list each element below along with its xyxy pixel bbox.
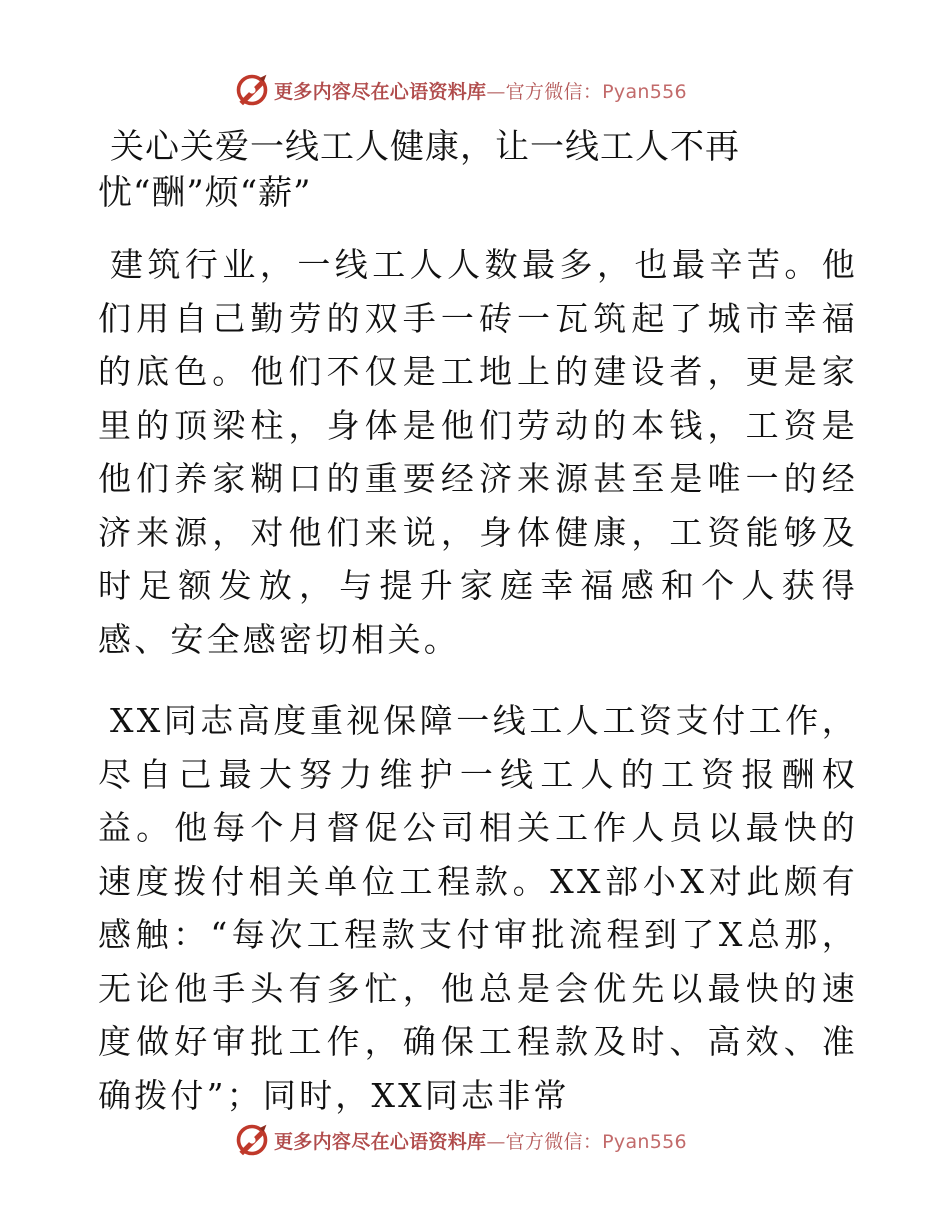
article-paragraph: 建筑行业，一线工人人数最多，也最辛苦。他们用自己勤劳的双手一砖一瓦筑起了城市幸福的底色。他们不仅是工地上的建设者，更是家里的顶梁柱，身体是他们劳动的本钱，工资是他们养家糊口的重要经济来源甚至是唯一的经济来源，对他们来说，身体健康，工资能够及时足额发放，与提升家庭幸福感和个人获得感、安全感密切相关。 (98, 245, 858, 659)
banner-main-text: 更多内容尽在心语资料库 (274, 1130, 487, 1153)
banner-wechat-id: Pyan556 (602, 1130, 687, 1153)
banner-separator: — (486, 80, 506, 103)
banner-wechat-label: 官方微信： (505, 1130, 603, 1153)
article-body (98, 124, 858, 1122)
article-title (98, 124, 748, 216)
brand-logo-icon (234, 72, 270, 108)
banner-wechat-id: Pyan556 (602, 80, 687, 103)
banner-wechat-label: 官方微信： (505, 80, 603, 103)
banner-main-text: 更多内容尽在心语资料库 (274, 80, 487, 103)
footer-banner (234, 1120, 687, 1160)
banner-separator: — (486, 1130, 506, 1153)
brand-logo-icon (234, 1122, 270, 1158)
article-paragraph: XX同志高度重视保障一线工人工资支付工作，尽自己最大努力维护一线工人的工资报酬权益。他每个月督促公司相关工作人员以最快的速度拨付相关单位工程款。XX部小X对此颇有感触：“每次工程款支付审批流程到了X总那，无论他手头有多忙，他总是会优先以最快的速度做好审批工作，确保工程款及时、高效、准确拨付”；同时，XX同志非常 (98, 701, 858, 1115)
header-banner (234, 70, 687, 110)
banner-text (274, 77, 687, 104)
article-title-text: 关心关爱一线工人健康，让一线工人不再忧“酬”烦“薪” (98, 127, 740, 213)
banner-text (274, 1127, 687, 1154)
